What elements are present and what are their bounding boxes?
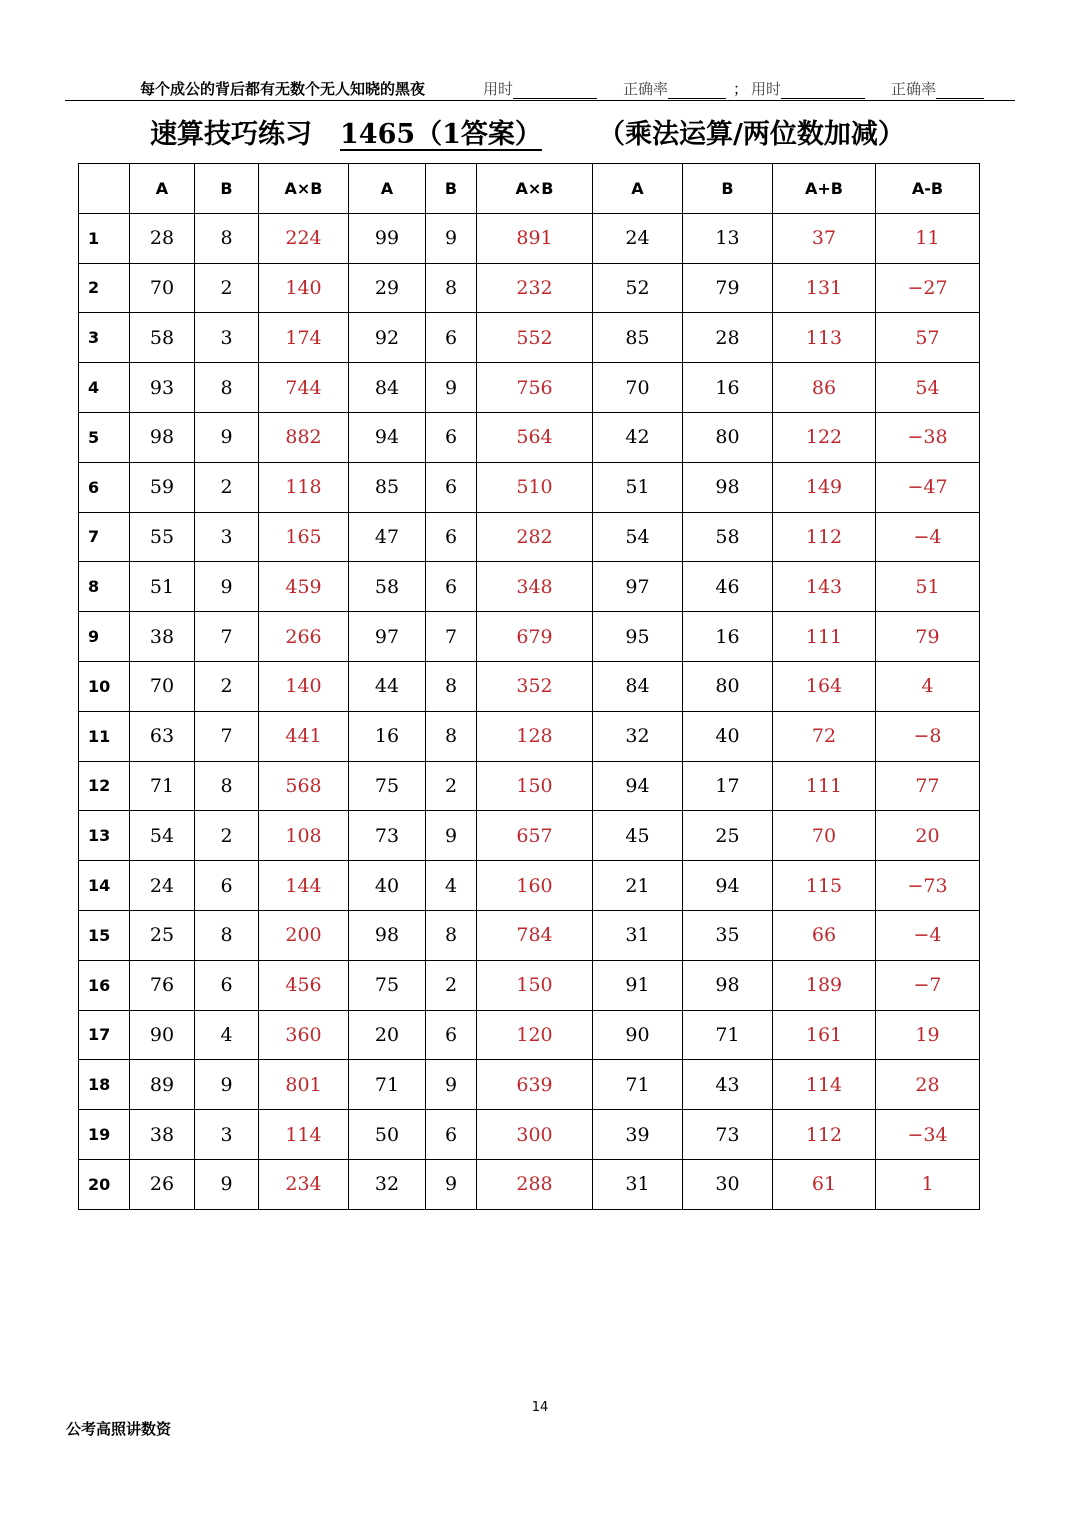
answer-cell: 20 <box>876 811 980 861</box>
operand-cell: 90 <box>130 1010 195 1060</box>
operand-cell: 6 <box>195 960 259 1010</box>
header-separator: ； <box>733 80 749 98</box>
operand-cell: 89 <box>130 1060 195 1110</box>
operand-cell: 92 <box>349 313 426 363</box>
operand-cell: 8 <box>426 263 477 313</box>
column-header: B <box>195 164 259 214</box>
answer-cell: 118 <box>259 462 349 512</box>
operand-cell: 2 <box>195 811 259 861</box>
answer-cell: 131 <box>773 263 876 313</box>
answer-cell: 456 <box>259 960 349 1010</box>
operand-cell: 54 <box>130 811 195 861</box>
answer-cell: 66 <box>773 910 876 960</box>
operand-cell: 98 <box>349 910 426 960</box>
answer-cell: 639 <box>477 1060 593 1110</box>
practice-table <box>78 163 980 1210</box>
answer-cell: −4 <box>876 512 980 562</box>
answer-cell: 266 <box>259 612 349 662</box>
answer-cell: −27 <box>876 263 980 313</box>
table-row <box>79 462 980 512</box>
operand-cell: 6 <box>426 462 477 512</box>
answer-cell: 891 <box>477 213 593 263</box>
operand-cell: 6 <box>426 1010 477 1060</box>
table-row <box>79 512 980 562</box>
row-number: 20 <box>79 1159 130 1209</box>
operand-cell: 38 <box>130 612 195 662</box>
table-row <box>79 811 980 861</box>
operand-cell: 70 <box>130 661 195 711</box>
answer-cell: 72 <box>773 711 876 761</box>
operand-cell: 39 <box>593 1110 683 1160</box>
operand-cell: 46 <box>683 562 773 612</box>
answer-cell: 300 <box>477 1110 593 1160</box>
operand-cell: 93 <box>130 363 195 413</box>
answer-cell: 77 <box>876 761 980 811</box>
column-header: A+B <box>773 164 876 214</box>
operand-cell: 91 <box>593 960 683 1010</box>
operand-cell: 38 <box>130 1110 195 1160</box>
operand-cell: 32 <box>593 711 683 761</box>
answer-cell: 200 <box>259 910 349 960</box>
answer-cell: 564 <box>477 412 593 462</box>
answer-cell: 756 <box>477 363 593 413</box>
row-number: 9 <box>79 612 130 662</box>
answer-cell: 552 <box>477 313 593 363</box>
operand-cell: 2 <box>195 661 259 711</box>
operand-cell: 8 <box>195 910 259 960</box>
operand-cell: 9 <box>426 213 477 263</box>
operand-cell: 9 <box>426 811 477 861</box>
answer-cell: 28 <box>876 1060 980 1110</box>
row-number: 10 <box>79 661 130 711</box>
operand-cell: 70 <box>593 363 683 413</box>
answer-cell: 112 <box>773 512 876 562</box>
operand-cell: 29 <box>349 263 426 313</box>
table-row <box>79 213 980 263</box>
answer-cell: 113 <box>773 313 876 363</box>
header-motto: 每个成公的背后都有无数个无人知晓的黑夜 <box>140 80 426 98</box>
row-number: 12 <box>79 761 130 811</box>
operand-cell: 31 <box>593 910 683 960</box>
operand-cell: 25 <box>130 910 195 960</box>
row-number: 3 <box>79 313 130 363</box>
operand-cell: 17 <box>683 761 773 811</box>
answer-cell: 54 <box>876 363 980 413</box>
answer-cell: 111 <box>773 612 876 662</box>
operand-cell: 51 <box>593 462 683 512</box>
operand-cell: 51 <box>130 562 195 612</box>
operand-cell: 25 <box>683 811 773 861</box>
answer-cell: 114 <box>259 1110 349 1160</box>
operand-cell: 71 <box>593 1060 683 1110</box>
row-number: 19 <box>79 1110 130 1160</box>
accuracy-field-1 <box>623 78 726 99</box>
operand-cell: 7 <box>195 711 259 761</box>
operand-cell: 84 <box>349 363 426 413</box>
operand-cell: 3 <box>195 313 259 363</box>
accuracy-label-2: 正确率 <box>891 80 937 98</box>
operand-cell: 4 <box>195 1010 259 1060</box>
operand-cell: 2 <box>426 960 477 1010</box>
operand-cell: 84 <box>593 661 683 711</box>
operand-cell: 7 <box>195 612 259 662</box>
operand-cell: 30 <box>683 1159 773 1209</box>
table-row <box>79 711 980 761</box>
operand-cell: 71 <box>130 761 195 811</box>
operand-cell: 6 <box>426 1110 477 1160</box>
operand-cell: 85 <box>349 462 426 512</box>
operand-cell: 94 <box>593 761 683 811</box>
operand-cell: 8 <box>195 213 259 263</box>
operand-cell: 8 <box>426 910 477 960</box>
answer-cell: 360 <box>259 1010 349 1060</box>
answer-cell: 111 <box>773 761 876 811</box>
table-row <box>79 960 980 1010</box>
answer-cell: 160 <box>477 861 593 911</box>
answer-cell: 143 <box>773 562 876 612</box>
answer-cell: 288 <box>477 1159 593 1209</box>
table-row <box>79 562 980 612</box>
answer-cell: −7 <box>876 960 980 1010</box>
operand-cell: 3 <box>195 512 259 562</box>
operand-cell: 85 <box>593 313 683 363</box>
operand-cell: 9 <box>195 562 259 612</box>
operand-cell: 70 <box>130 263 195 313</box>
operand-cell: 8 <box>426 661 477 711</box>
row-number: 14 <box>79 861 130 911</box>
column-header: A-B <box>876 164 980 214</box>
column-header: B <box>683 164 773 214</box>
answer-cell: −38 <box>876 412 980 462</box>
table-row <box>79 412 980 462</box>
time-label-1: 用时 <box>483 80 514 98</box>
operand-cell: 71 <box>349 1060 426 1110</box>
table-row <box>79 313 980 363</box>
time-field-2 <box>751 78 865 99</box>
operand-cell: 76 <box>130 960 195 1010</box>
operand-cell: 94 <box>683 861 773 911</box>
operand-cell: 40 <box>683 711 773 761</box>
answer-cell: 79 <box>876 612 980 662</box>
row-number: 13 <box>79 811 130 861</box>
operand-cell: 6 <box>426 512 477 562</box>
row-number: 16 <box>79 960 130 1010</box>
operand-cell: 40 <box>349 861 426 911</box>
time-blank-2[interactable] <box>781 84 865 99</box>
operand-cell: 16 <box>683 363 773 413</box>
operand-cell: 52 <box>593 263 683 313</box>
page-number: 14 <box>531 1400 549 1415</box>
answer-cell: 120 <box>477 1010 593 1060</box>
table-row <box>79 661 980 711</box>
answer-cell: −8 <box>876 711 980 761</box>
operand-cell: 42 <box>593 412 683 462</box>
answer-cell: 11 <box>876 213 980 263</box>
table-row <box>79 861 980 911</box>
operand-cell: 9 <box>195 1159 259 1209</box>
time-label-2: 用时 <box>751 80 782 98</box>
operand-cell: 20 <box>349 1010 426 1060</box>
operand-cell: 31 <box>593 1159 683 1209</box>
operand-cell: 9 <box>426 1159 477 1209</box>
page-header <box>65 76 1015 101</box>
answer-cell: 140 <box>259 263 349 313</box>
operand-cell: 45 <box>593 811 683 861</box>
operand-cell: 8 <box>195 363 259 413</box>
answer-cell: 37 <box>773 213 876 263</box>
table-row <box>79 761 980 811</box>
operand-cell: 6 <box>426 412 477 462</box>
answer-cell: 122 <box>773 412 876 462</box>
operand-cell: 7 <box>426 612 477 662</box>
operand-cell: 80 <box>683 412 773 462</box>
operand-cell: 6 <box>426 313 477 363</box>
answer-cell: 4 <box>876 661 980 711</box>
accuracy-field-2 <box>891 78 984 99</box>
answer-cell: 61 <box>773 1159 876 1209</box>
answer-cell: 784 <box>477 910 593 960</box>
answer-cell: 1 <box>876 1159 980 1209</box>
title-note: （乘法运算/两位数加减） <box>598 119 905 150</box>
answer-cell: 19 <box>876 1010 980 1060</box>
operand-cell: 71 <box>683 1010 773 1060</box>
operand-cell: 63 <box>130 711 195 761</box>
table-row <box>79 1159 980 1209</box>
table-row <box>79 263 980 313</box>
answer-cell: 114 <box>773 1060 876 1110</box>
accuracy-blank-1[interactable] <box>668 84 726 99</box>
footer-text: 公考高照讲数资 <box>66 1420 172 1438</box>
answer-cell: 441 <box>259 711 349 761</box>
answer-cell: 232 <box>477 263 593 313</box>
operand-cell: 9 <box>195 412 259 462</box>
row-number: 1 <box>79 213 130 263</box>
row-number: 7 <box>79 512 130 562</box>
table-header-row <box>79 164 980 214</box>
operand-cell: 2 <box>195 263 259 313</box>
answer-cell: 150 <box>477 960 593 1010</box>
answer-cell: 161 <box>773 1010 876 1060</box>
operand-cell: 97 <box>349 612 426 662</box>
answer-cell: 144 <box>259 861 349 911</box>
operand-cell: 79 <box>683 263 773 313</box>
operand-cell: 95 <box>593 612 683 662</box>
answer-cell: 510 <box>477 462 593 512</box>
column-header: A×B <box>477 164 593 214</box>
answer-cell: 149 <box>773 462 876 512</box>
operand-cell: 13 <box>683 213 773 263</box>
operand-cell: 32 <box>349 1159 426 1209</box>
answer-cell: 108 <box>259 811 349 861</box>
table-row <box>79 612 980 662</box>
operand-cell: 94 <box>349 412 426 462</box>
row-number: 2 <box>79 263 130 313</box>
operand-cell: 55 <box>130 512 195 562</box>
operand-cell: 16 <box>683 612 773 662</box>
operand-cell: 80 <box>683 661 773 711</box>
column-header <box>79 164 130 214</box>
operand-cell: 8 <box>426 711 477 761</box>
row-number: 6 <box>79 462 130 512</box>
row-number: 18 <box>79 1060 130 1110</box>
column-header: A <box>349 164 426 214</box>
answer-cell: 657 <box>477 811 593 861</box>
row-number: 11 <box>79 711 130 761</box>
operand-cell: 98 <box>130 412 195 462</box>
answer-cell: 164 <box>773 661 876 711</box>
operand-cell: 16 <box>349 711 426 761</box>
row-number: 8 <box>79 562 130 612</box>
operand-cell: 75 <box>349 761 426 811</box>
answer-cell: 234 <box>259 1159 349 1209</box>
operand-cell: 2 <box>426 761 477 811</box>
answer-cell: 352 <box>477 661 593 711</box>
operand-cell: 28 <box>130 213 195 263</box>
column-header: A <box>130 164 195 214</box>
operand-cell: 9 <box>426 1060 477 1110</box>
operand-cell: 2 <box>195 462 259 512</box>
answer-cell: 128 <box>477 711 593 761</box>
operand-cell: 6 <box>426 562 477 612</box>
answer-cell: 348 <box>477 562 593 612</box>
answer-cell: 189 <box>773 960 876 1010</box>
operand-cell: 97 <box>593 562 683 612</box>
time-field-1 <box>483 78 597 99</box>
answer-cell: 140 <box>259 661 349 711</box>
table-row <box>79 910 980 960</box>
answer-cell: −4 <box>876 910 980 960</box>
accuracy-blank-2[interactable] <box>936 84 984 99</box>
operand-cell: 9 <box>426 363 477 413</box>
answer-cell: 70 <box>773 811 876 861</box>
operand-cell: 75 <box>349 960 426 1010</box>
operand-cell: 6 <box>195 861 259 911</box>
column-header: A <box>593 164 683 214</box>
table-row <box>79 1010 980 1060</box>
operand-cell: 98 <box>683 960 773 1010</box>
answer-cell: −73 <box>876 861 980 911</box>
operand-cell: 28 <box>683 313 773 363</box>
operand-cell: 54 <box>593 512 683 562</box>
answer-cell: 459 <box>259 562 349 612</box>
answer-cell: 115 <box>773 861 876 911</box>
answer-cell: 86 <box>773 363 876 413</box>
operand-cell: 3 <box>195 1110 259 1160</box>
table-row <box>79 1110 980 1160</box>
table-row <box>79 1060 980 1110</box>
operand-cell: 58 <box>130 313 195 363</box>
operand-cell: 44 <box>349 661 426 711</box>
answer-cell: 57 <box>876 313 980 363</box>
column-header: A×B <box>259 164 349 214</box>
title-main: 速算技巧练习 <box>150 119 312 150</box>
row-number: 5 <box>79 412 130 462</box>
operand-cell: 24 <box>130 861 195 911</box>
table-row <box>79 363 980 413</box>
page-title <box>0 112 1080 152</box>
operand-cell: 73 <box>349 811 426 861</box>
operand-cell: 4 <box>426 861 477 911</box>
operand-cell: 26 <box>130 1159 195 1209</box>
operand-cell: 90 <box>593 1010 683 1060</box>
answer-cell: 224 <box>259 213 349 263</box>
table-body <box>79 213 980 1209</box>
operand-cell: 59 <box>130 462 195 512</box>
answer-cell: 801 <box>259 1060 349 1110</box>
row-number: 15 <box>79 910 130 960</box>
answer-cell: −47 <box>876 462 980 512</box>
operand-cell: 21 <box>593 861 683 911</box>
row-number: 4 <box>79 363 130 413</box>
accuracy-label-1: 正确率 <box>623 80 669 98</box>
time-blank-1[interactable] <box>513 84 597 99</box>
operand-cell: 99 <box>349 213 426 263</box>
operand-cell: 98 <box>683 462 773 512</box>
row-number: 17 <box>79 1010 130 1060</box>
answer-cell: 679 <box>477 612 593 662</box>
answer-cell: 882 <box>259 412 349 462</box>
operand-cell: 43 <box>683 1060 773 1110</box>
operand-cell: 35 <box>683 910 773 960</box>
answer-cell: 112 <box>773 1110 876 1160</box>
title-sub: 1465（1答案） <box>340 119 542 150</box>
operand-cell: 58 <box>349 562 426 612</box>
operand-cell: 47 <box>349 512 426 562</box>
operand-cell: 24 <box>593 213 683 263</box>
operand-cell: 73 <box>683 1110 773 1160</box>
answer-cell: 150 <box>477 761 593 811</box>
answer-cell: 165 <box>259 512 349 562</box>
answer-cell: 282 <box>477 512 593 562</box>
operand-cell: 8 <box>195 761 259 811</box>
answer-cell: 174 <box>259 313 349 363</box>
answer-cell: 51 <box>876 562 980 612</box>
operand-cell: 58 <box>683 512 773 562</box>
operand-cell: 9 <box>195 1060 259 1110</box>
answer-cell: 568 <box>259 761 349 811</box>
operand-cell: 50 <box>349 1110 426 1160</box>
answer-cell: −34 <box>876 1110 980 1160</box>
answer-cell: 744 <box>259 363 349 413</box>
column-header: B <box>426 164 477 214</box>
